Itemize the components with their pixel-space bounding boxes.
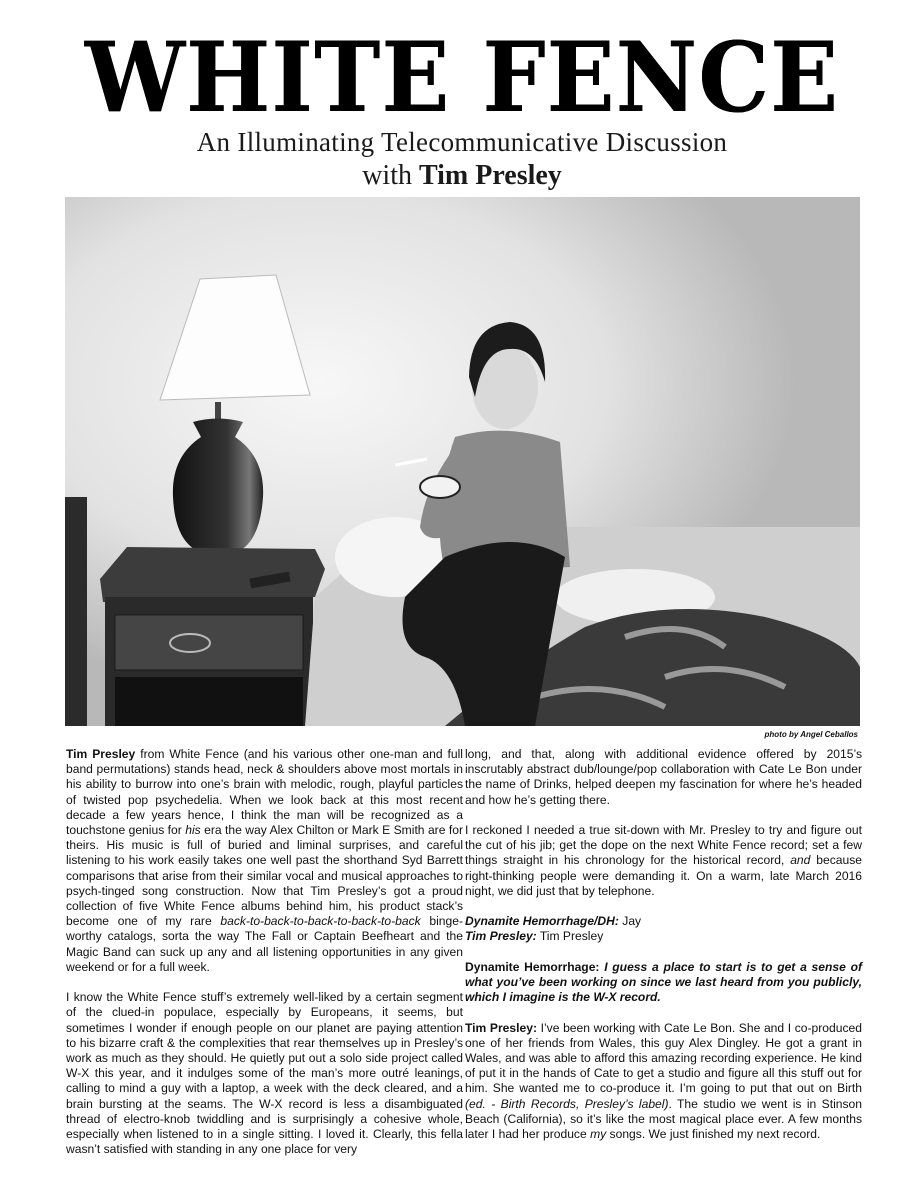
cup: [420, 476, 460, 498]
para3-italic: and: [790, 853, 811, 868]
chair: [65, 497, 87, 726]
article-column-left: [66, 747, 463, 1173]
answer-italic-1: (ed. - Birth Records, Presley’s label): [465, 1096, 669, 1111]
article-subtitle: An Illuminating Telecommunicative Discussion: [196, 127, 728, 157]
paragraph-2-left: I know the White Fence stuff’s extremely well-liked by a certain segment of the clued-in populace, especially by Europeans, it seems, but sometimes I wonder if enough people on our planet are paying attention to his bizarre craft & the complexities that rear themselves up in Presley’s work as much as they should. He quietly put out a solo side project called W-X this year, and it indulges some of the man’s more outré leanings, calling to mind a guy with a laptop, a week with the deck cleared, and a brain bursting at the seams. The W-X record is less a disambiguated thread of electro-knob twiddling and is surprisingly a cohesive whole, especially when listened to in a single sitting. I loved it. Clearly, this fella wasn’t satisfied with standing in any one place for very: [66, 990, 463, 1157]
question-speaker: Dynamite Hemorrhage:: [465, 959, 600, 974]
para3-text-1: I reckoned I needed a true sit-down with Mr. Presley to try and figure out the cut of his jib; get the dope on the next White Fence record; set a few things straight in his chronology for the historical record,: [465, 823, 862, 868]
speaker-label-tp: Tim Presley:: [465, 929, 537, 944]
speaker-value-tp: Tim Presley: [536, 929, 604, 944]
with-prefix: with: [362, 160, 412, 191]
intro-text-2: era the way Alex Chilton or Mark E Smith are for theirs. His music is full of buried and liminal surprises, and careful listening to his work easily takes one well past the shorthand Syd Barrett comparisons that arise from their similar vocal and musical approaches to psych-tinged song construction. Now that Tim Presley’s got a proud collection of five White Fence albums behind him, his product stack’s become one of my rare: [66, 823, 463, 929]
article-column-right: [465, 747, 862, 1157]
magazine-title: WHITE FENCE: [84, 21, 840, 134]
answer-text-1: I’ve been working with Cate Le Bon. She and I co-produced one of her friends from Wales, this guy Alex Dingley. He got a grant in Wales, and was able to afford this amazing recording experience. He kind of put it in the hands of Cate to get a studio and figure all this stuff out for him. She wanted me to co-produce it. I’m going to put that out on Birth: [465, 1020, 862, 1096]
intro-italic-1: his: [185, 823, 201, 838]
interviewee-name: Tim Presley: [418, 160, 562, 191]
paragraph-3: [465, 823, 862, 899]
nightstand-shelf: [115, 677, 303, 726]
intro-italic-2: back-to-back-to-back-to-back-to-back: [220, 914, 421, 929]
nightstand-top: [100, 547, 325, 602]
photo-credit: photo by Angel Ceballos: [764, 730, 858, 739]
speaker-label-dh: Dynamite Hemorrhage/DH:: [465, 914, 619, 929]
speaker-value-dh: Jay: [618, 914, 642, 929]
intro-text-3: binge-worthy catalogs, sorta the way The Fall or Captain Beefheart and the Magic Band can suck up any and all listening opportunities in any given weekend or for a full week.: [66, 914, 463, 974]
photo-illustration: [65, 197, 860, 726]
answer-text-3: songs. We just finished my next record.: [606, 1127, 821, 1142]
speaker-list: [465, 914, 862, 944]
intro-paragraph: [66, 747, 463, 975]
para3-text-2: because right-thinking people were demanding it. On a warm, late March 2016 night, we did just that by telephone.: [465, 853, 862, 898]
question-1: [465, 960, 862, 1006]
intro-text-1: from White Fence (and his various other one-man and full band permutations) stands head, neck & shoulders above most mortals in his ability to burrow into one’s brain with melodic, rough, playful particles of twisted pop psychedelia. When we look back at this most recent decade a few years hence, I think the man will be recognized as a touchstone genius for: [66, 747, 463, 838]
answer-text-2: . The studio we went is in Stinson Beach (California), so it’s like the most magical place ever. A few months later I had her produce: [465, 1096, 862, 1142]
answer-italic-2: my: [590, 1127, 607, 1142]
lead-name: Tim Presley: [66, 747, 136, 761]
answer-speaker: Tim Presley:: [465, 1020, 537, 1035]
question-text: I guess a place to start is to get a sense of what you’ve been working on since we last heard from you publicly, which I imagine is the W-X record.: [465, 959, 862, 1005]
article-photo: [65, 197, 860, 726]
answer-1: [465, 1021, 862, 1143]
interviewee-line: [0, 160, 924, 192]
paragraph-2-right: long, and that, along with additional evidence offered by 2015’s inscrutably abstract dub/lounge/pop collaboration with Cate Le Bon under the name of Drinks, helped deepen my fascination for where he’s headed and how he’s getting there.: [465, 747, 862, 807]
